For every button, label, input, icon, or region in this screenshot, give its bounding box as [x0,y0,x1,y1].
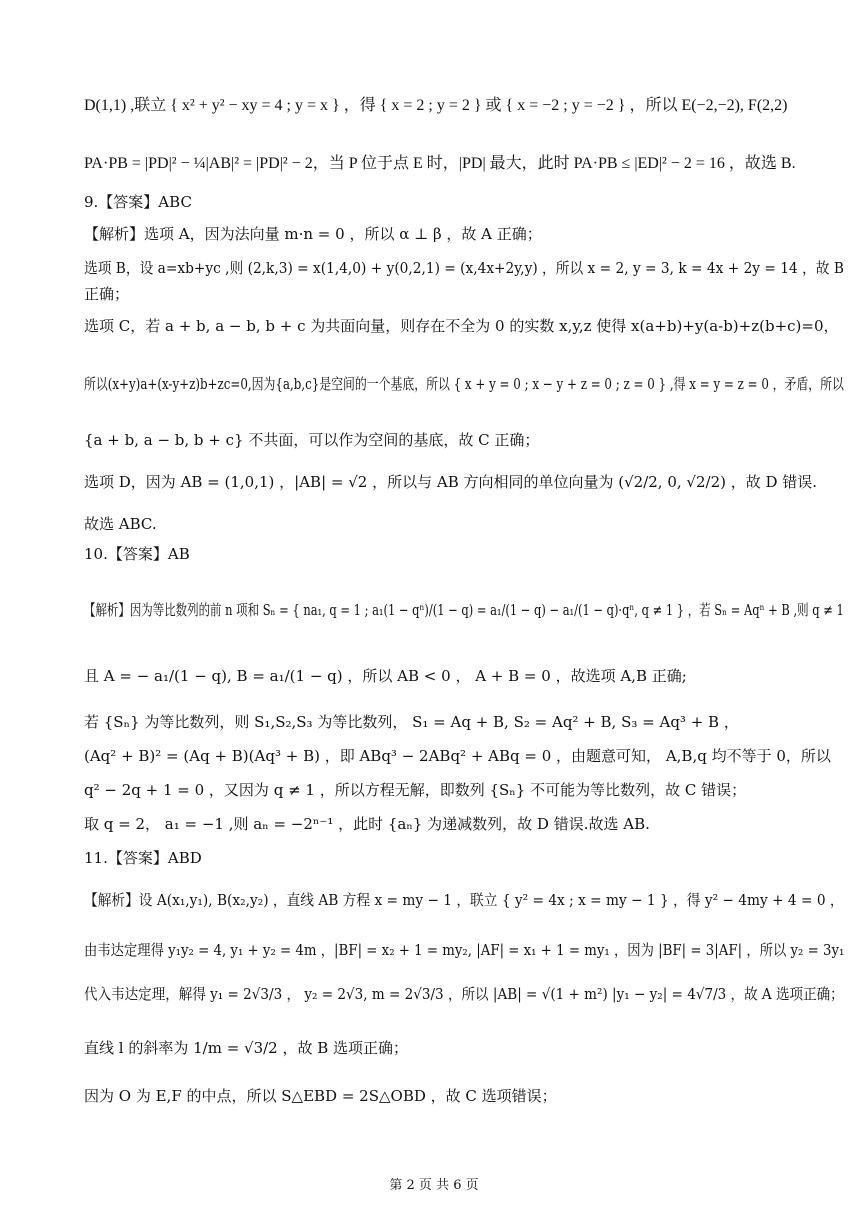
answer-heading-11: 11.【答案】ABD [84,849,202,867]
text-line-9: {a + b, a − b, b + c} 不共面，可以作为空间的基底，故 C 正确； [84,431,540,449]
text-line-4: 【解析】选项 A，因为法向量 m·n = 0 ，所以 α ⊥ β ，故 A 正确； [84,225,542,243]
answer-heading-9: 9.【答案】ABC [84,193,192,211]
text-line-7: 选项 C，若 a + b, a − b, b + c 为共面向量，则存在不全为 0 的实数 x,y,z 使得 x(a+b)+y(a-b)+z(b+c)=0， [84,317,839,335]
text-line-15: 若 {Sₙ} 为等比数列，则 S₁,S₂,S₃ 为等比数列， S₁ = Aq + B, S₂ = Aq² + B, S₃ = Aq³ + B ， [84,713,739,731]
text-line-24: 因为 O 为 E,F 的中点，所以 S△EBD = 2S△OBD ，故 C 选项错误； [84,1087,557,1105]
text-line-2: PA·PB = |PD|² − ¼|AB|² = |PD|² − 2，当 P 位于点 E 时，|PD| 最大，此时 PA·PB ≤ |ED|² − 2 = 16 ，故选 B. [84,155,796,172]
text-line-20: 【解析】设 A(x₁,y₁), B(x₂,y₂) ，直线 AB 方程 x = my − 1 ，联立 { y² = 4x ; x = my − 1 } ，得 y² − 4my + 4 = 0 ， [84,891,844,909]
text-line-22: 代入韦达定理，解得 y₁ = 2√3/3 ， y₂ = 2√3, m = 2√3/3 ，所以 |AB| = √(1 + m²) |y₁ − y₂| = 4√7/3 ，故 A 选项正确； [84,985,844,1003]
text-line-16: (Aq² + B)² = (Aq + B)(Aq³ + B) ，即 ABq³ − 2ABq² + ABq = 0 ，由题意可知， A,B,q 均不等于 0，所以 [84,747,831,765]
text-line-8: 所以(x+y)a+(x-y+z)b+zc=0,因为{a,b,c}是空间的一个基底，所以 { x + y = 0 ; x − y + z = 0 ; z = 0 } ,得 x = y = z = 0 ，矛盾，所以 [84,375,844,393]
text-line-18: 取 q = 2， a₁ = −1 ,则 aₙ = −2ⁿ⁻¹ ，此时 {aₙ} 为递减数列，故 D 错误.故选 AB. [84,815,650,833]
text-line-13: 【解析】因为等比数列的前 n 项和 Sₙ = { na₁, q = 1 ; a₁(1 − qⁿ)/(1 − q) = a₁/(1 − q) − a₁/(1 − q)·qⁿ, q ≠ 1 } ，若 Sₙ = Aqⁿ + B ,则 q ≠ 1 [84,601,844,619]
text-line-17: q² − 2q + 1 = 0 ，又因为 q ≠ 1 ，所以方程无解，即数列 {Sₙ} 不可能为等比数列，故 C 错误； [84,781,747,799]
text-line-5: 选项 B，设 a=xb+yc ,则 (2,k,3) = x(1,4,0) + y(0,2,1) = (x,4x+2y,y) ，所以 x = 2, y = 3, k = 4x + 2y = 14 ，故 B [84,259,844,277]
text-line-6: 正确； [84,285,130,303]
text-line-10: 选项 D，因为 AB = (1,0,1) ，|AB| = √2 ，所以与 AB 方向相同的单位向量为 (√2/2, 0, √2/2) ，故 D 错误. [84,473,818,491]
text-line-14: 且 A = − a₁/(1 − q), B = a₁/(1 − q) ，所以 AB < 0 ， A + B = 0 ，故选项 A,B 正确; [84,667,687,685]
text-line-11: 故选 ABC. [84,515,157,533]
answer-heading-10: 10.【答案】AB [84,545,190,563]
text-line-23: 直线 l 的斜率为 1/m = √3/2 ，故 B 选项正确； [84,1039,409,1057]
page-footer: 第 2 页 共 6 页 [389,1178,479,1193]
text-line-21: 由韦达定理得 y₁y₂ = 4, y₁ + y₂ = 4m ，|BF| = x₂ + 1 = my₂, |AF| = x₁ + 1 = my₁ ，因为 |BF| = 3|AF| ，所以 y₂ = 3y₁ [84,941,845,959]
text-line-1: D(1,1) ,联立 { x² + y² − xy = 4 ; y = x } ，得 { x = 2 ; y = 2 } 或 { x = −2 ; y = −2 } ，所以 E(−2,−2), F(2,2) [84,97,788,114]
